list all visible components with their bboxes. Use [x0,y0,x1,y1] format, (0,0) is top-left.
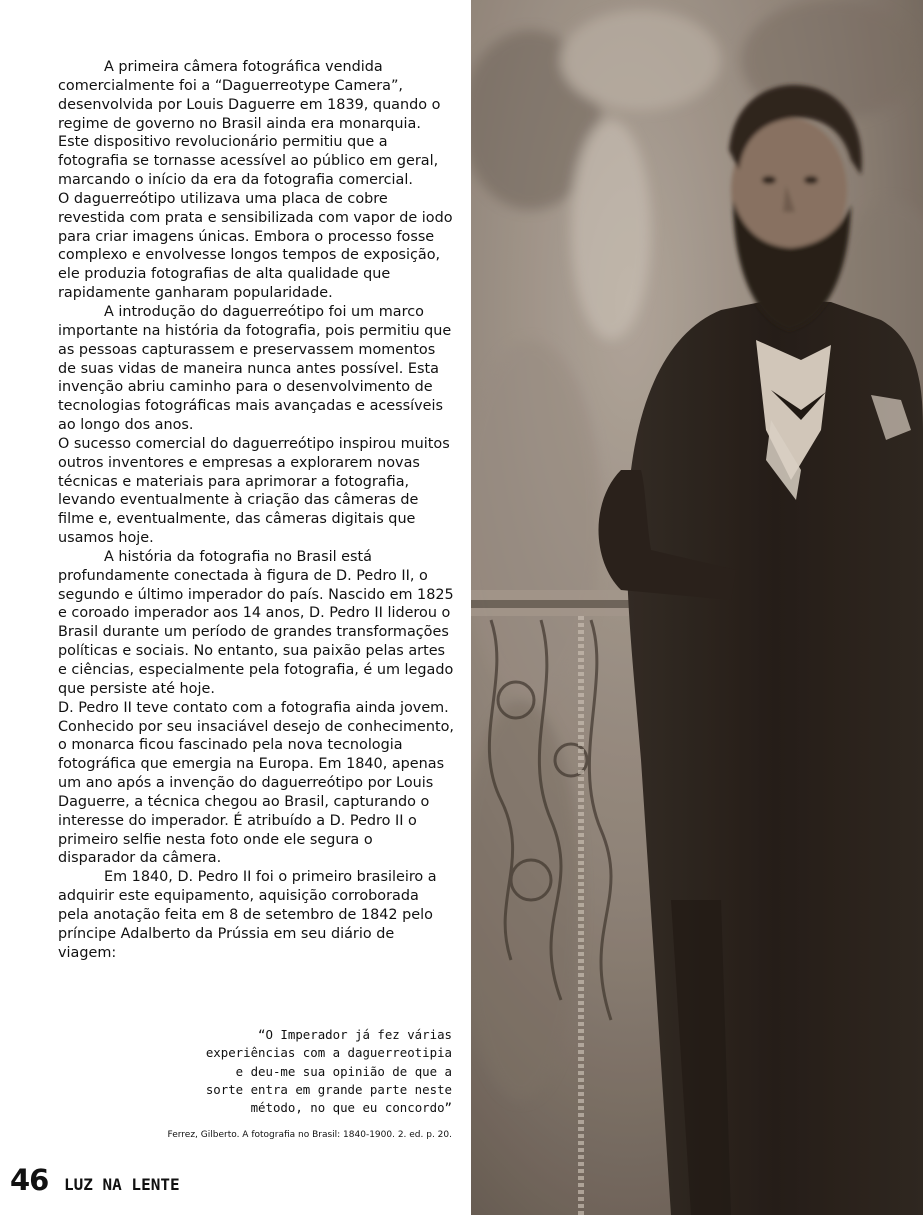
magazine-name: LUZ NA LENTE [64,1175,180,1194]
quote-citation: Ferrez, Gilberto. A fotografia no Brasil: 1840-1900. 2. ed. p. 20. [167,1130,452,1140]
article-paragraph: Em 1840, D. Pedro II foi o primeiro brasileiro a adquirir este equipamento, aquisição corroborada pela anotação feita em 8 de setembro de 1842 pelo príncipe Adalberto da Prússia em seu diário de viagem: [58,869,437,961]
article-paragraph: A introdução do daguerreótipo foi um marco importante na história da fotografia, pois permitiu que as pessoas capturassem e preservassem momentos de suas vidas de maneira nunca antes possível. Esta invenção abriu caminho para o desenvolvimento de tecnologias fotográficas mais avançadas e acessíveis ao longo dos anos. [58,303,452,434]
page-number: 46 [10,1163,49,1197]
article-paragraph: A primeira câmera fotográfica vendida comercialmente foi a “Daguerreotype Camera”, desenvolvida por Louis Daguerre em 1839, quando o regime de governo no Brasil ainda era monarquia. Este dispositivo revolucionário permitiu que a fotografia se tornasse acessível ao público em geral, marcando o início da era da fotografia comercial. [58,59,441,189]
sepia-portrait-photo [471,0,923,1215]
pull-quote: “O Imperador já fez várias experiências com a daguerreotipia e deu-me sua opinião de que a sorte entra em grande parte neste método, no que eu concordo” [205,1027,452,1116]
portrait-illustration [471,0,923,1215]
article-paragraph: D. Pedro II teve contato com a fotografia ainda jovem. Conhecido por seu insaciável desejo de conhecimento, o monarca ficou fascinado pela nova tecnologia fotográfica que emergia na Europa. Em 1840, apenas um ano após a invenção do daguerreótipo por Louis Daguerre, a técnica chegou ao Brasil, capturando o interesse do imperador. É atribuído a D. Pedro II o primeiro selfie nesta foto onde ele segura o disparador da câmera. [58,699,454,867]
article-paragraph: O daguerreótipo utilizava uma placa de cobre revestida com prata e sensibilizada com vapor de iodo para criar imagens únicas. Embora o processo fosse complexo e envolvesse longos tempos de exposição, ele produzia fotografias de alta qualidade que rapidamente ganharam popularidade. [58,190,453,302]
article-paragraph: A história da fotografia no Brasil está profundamente conectada à figura de D. Pedro II, o segundo e último imperador do país. Nascido em 1825 e coroado imperador aos 14 anos, D. Pedro II liderou o Brasil durante um período de grandes transformações políticas e sociais. No entanto, sua paixão pelas artes e ciências, especialmente pela fotografia, é um legado que persiste até hoje. [58,548,454,697]
article-paragraph: O sucesso comercial do daguerreótipo inspirou muitos outros inventores e empresas a explorarem novas técnicas e materiais para aprimorar a fotografia, levando eventualmente à criação das câmeras de filme e, eventualmente, das câmeras digitais que usamos hoje. [58,435,450,547]
article-body [58,58,454,963]
